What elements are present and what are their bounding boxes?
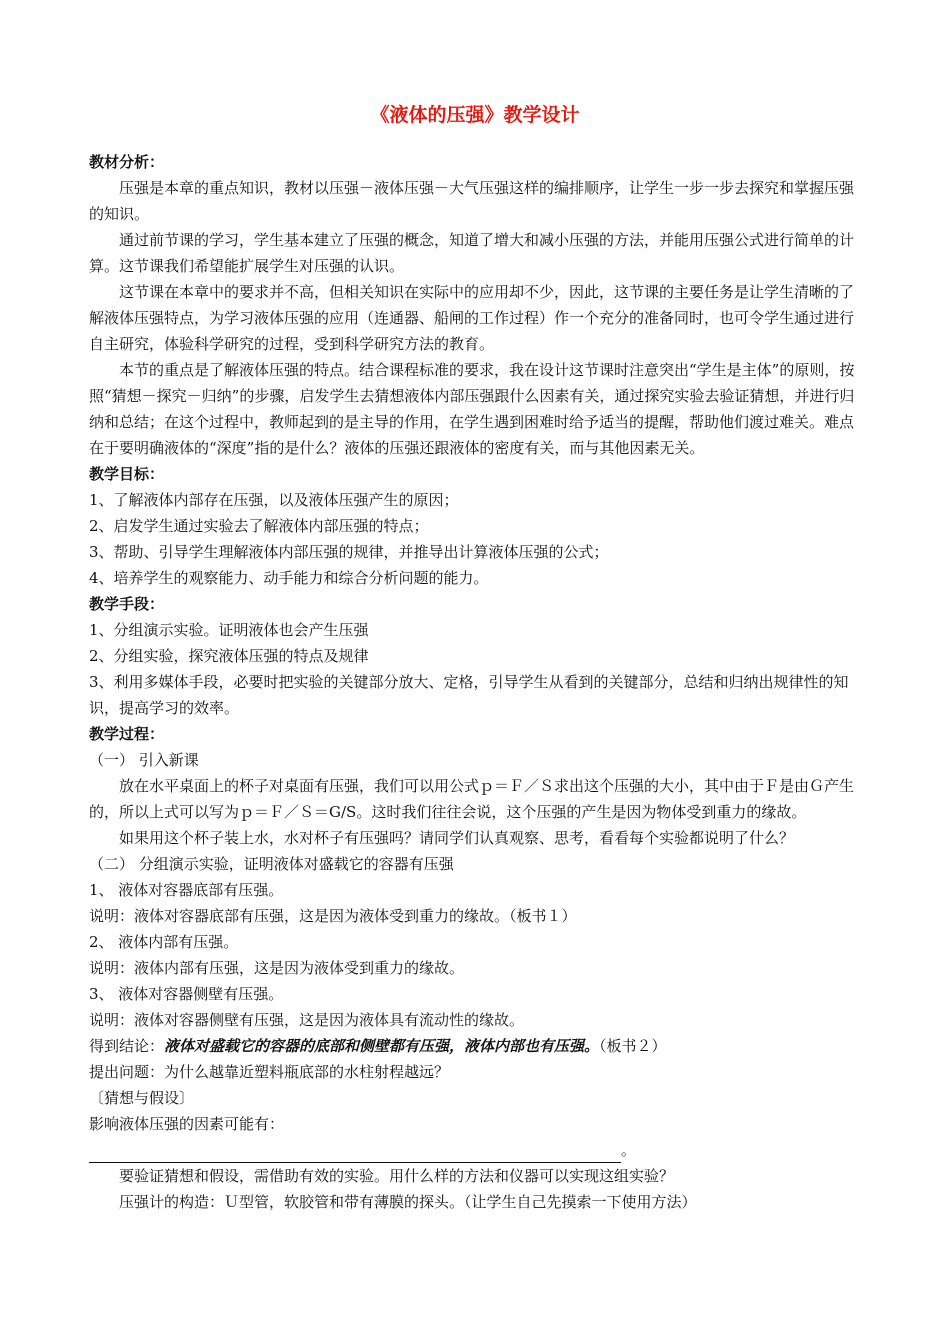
list-item: 2、分组实验，探究液体压强的特点及规律 bbox=[89, 647, 369, 665]
section-heading-materials: 教材分析： bbox=[89, 153, 165, 171]
paragraph: 要验证猜想和假设，需借助有效的实验。用什么样的方法和仪器可以实现这组实验？ bbox=[119, 1167, 675, 1185]
experiment-item: 2、 液体内部有压强。 bbox=[89, 933, 239, 951]
conclusion-label: 得到结论： bbox=[89, 1037, 165, 1055]
conclusion bbox=[89, 1033, 865, 1059]
experiment-item: 1、 液体对容器底部有压强。 bbox=[89, 881, 284, 899]
paragraph: 放在水平桌面上的杯子对桌面有压强，我们可以用公式ｐ＝Ｆ／Ｓ求出这个压强的大小，其中由于Ｆ是由Ｇ产生的，所以上式可以写为ｐ＝Ｆ／Ｓ＝G/S。这时我们往往会说，这个压强的产生是因为物体受到重力的缘故。 bbox=[89, 777, 855, 821]
guess-text: 影响液体压强的因素可能有： bbox=[89, 1115, 285, 1133]
experiment-note: 说明：液体对容器底部有压强，这是因为液体受到重力的缘故。（板书１） bbox=[89, 907, 577, 925]
paragraph: 如果用这个杯子装上水，水对杯子有压强吗？请同学们认真观察、思考，看看每个实验都说明了什么？ bbox=[119, 829, 795, 847]
paragraph: 压强计的构造：Ｕ型管，软胶管和带有薄膜的探头。（让学生自己先摸索一下使用方法） bbox=[119, 1193, 697, 1211]
section-heading-objectives: 教学目标： bbox=[89, 465, 165, 483]
conclusion-text: 液体对盛载它的容器的底部和侧壁都有压强，液体内部也有压强。 bbox=[164, 1037, 600, 1055]
section-heading-process: 教学过程： bbox=[89, 725, 165, 743]
experiment-note: 说明：液体内部有压强，这是因为液体受到重力的缘故。 bbox=[89, 959, 465, 977]
experiment-note: 说明：液体对容器侧壁有压强，这是因为液体具有流动性的缘故。 bbox=[89, 1011, 525, 1029]
guess-label: 〔猜想与假设〕 bbox=[89, 1089, 195, 1107]
blank-end: 。 bbox=[621, 1141, 637, 1159]
fill-in-blank bbox=[89, 1137, 865, 1163]
question: 提出问题：为什么越靠近塑料瓶底部的水柱射程越远？ bbox=[89, 1063, 450, 1081]
section-heading-methods: 教学手段： bbox=[89, 595, 165, 613]
document-title: 《液体的压强》教学设计 bbox=[370, 104, 580, 126]
paragraph: 通过前节课的学习，学生基本建立了压强的概念，知道了增大和减小压强的方法，并能用压强公式进行简单的计算。这节课我们希望能扩展学生对压强的认识。 bbox=[89, 231, 855, 275]
list-item: 3、帮助、引导学生理解液体内部压强的规律，并推导出计算液体压强的公式； bbox=[89, 543, 609, 561]
list-item: 1、分组演示实验。证明液体也会产生压强 bbox=[89, 621, 369, 639]
paragraph: 这节课在本章中的要求并不高，但相关知识在实际中的应用却不少，因此，这节课的主要任务是让学生清晰的了解液体压强特点，为学习液体压强的应用（连通器、船闸的工作过程）作一个充分的准备同时，也可令学生通过进行自主研究，体验科学研究的过程，受到科学研究方法的教育。 bbox=[89, 283, 855, 353]
list-item: 3、利用多媒体手段，必要时把实验的关键部分放大、定格，引导学生从看到的关键部分，总结和归纳出规律性的知识，提高学习的效率。 bbox=[89, 673, 849, 717]
list-item: 2、启发学生通过实验去了解液体内部压强的特点； bbox=[89, 517, 429, 535]
paragraph: 本节的重点是了解液体压强的特点。结合课程标准的要求，我在设计这节课时注意突出“学生是主体”的原则，按照“猜想－探究－归纳”的步骤，启发学生去猜想液体内部压强跟什么因素有关，通过探究实验去验证猜想，并进行归纳和总结；在这个过程中，教师起到的是主导的作用，在学生遇到困难时给予适当的提醒，帮助他们渡过难关。难点在于要明确液体的“深度”指的是什么？液体的压强还跟液体的密度有关，而与其他因素无关。 bbox=[89, 361, 855, 457]
document-body bbox=[89, 149, 865, 1215]
step-heading: （二） 分组演示实验，证明液体对盛载它的容器有压强 bbox=[89, 855, 454, 873]
list-item: 4、培养学生的观察能力、动手能力和综合分析问题的能力。 bbox=[89, 569, 489, 587]
conclusion-note: （板书２） bbox=[599, 1037, 667, 1055]
experiment-item: 3、 液体对容器侧壁有压强。 bbox=[89, 985, 284, 1003]
step-heading: （一） 引入新课 bbox=[89, 751, 199, 769]
paragraph: 压强是本章的重点知识，教材以压强－液体压强－大气压强这样的编排顺序，让学生一步一步去探究和掌握压强的知识。 bbox=[89, 179, 855, 223]
blank-underline bbox=[89, 1148, 621, 1163]
list-item: 1、了解液体内部存在压强，以及液体压强产生的原因； bbox=[89, 491, 459, 509]
